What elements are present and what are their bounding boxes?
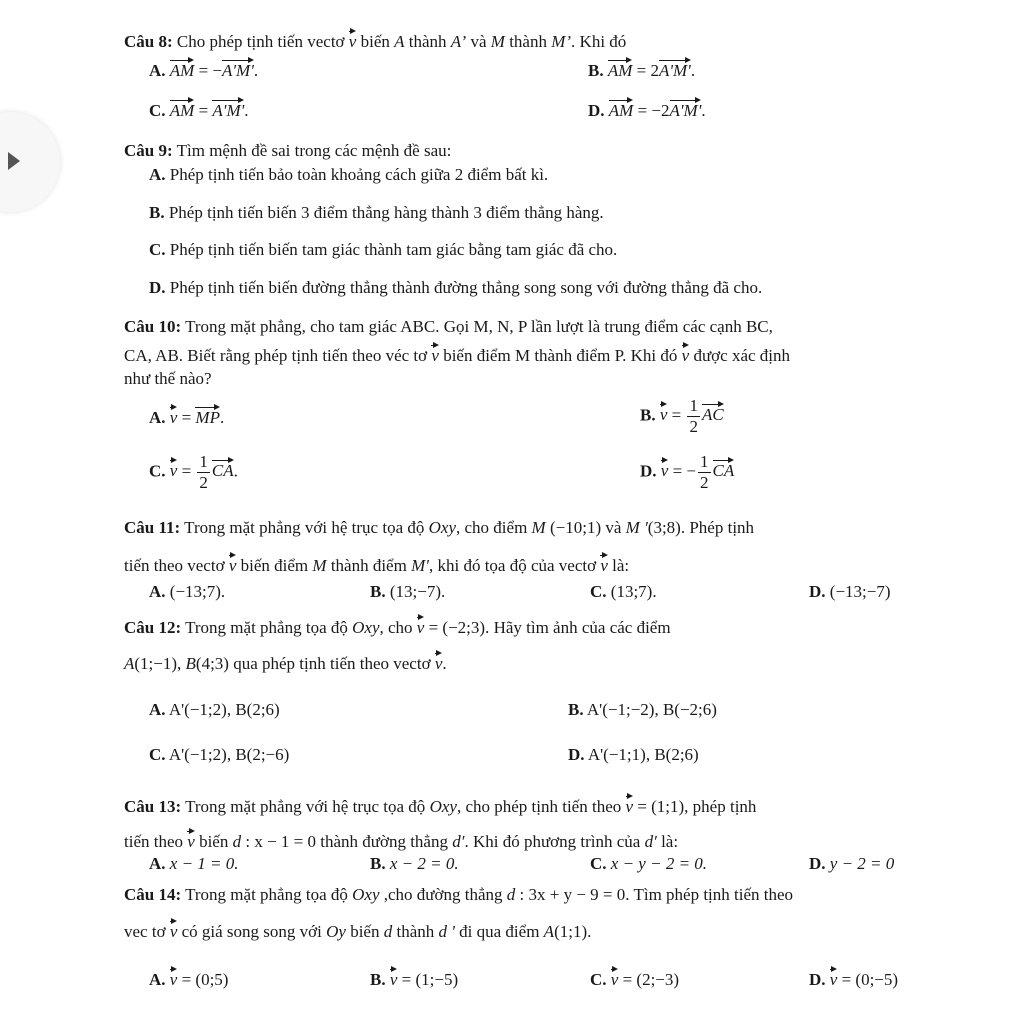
question-10-stem-line-1: Câu 10: Trong mặt phẳng, cho tam giác ABC. Gọi M, N, P lần lượt là trung điểm các cạnh BC, [124, 317, 773, 336]
question-14-stem-line-2: vec tơ v có giá song song với Oy biến d thành d ' đi qua điểm A(1;1). [124, 919, 591, 943]
question-9-option-c[interactable]: C. Phép tịnh tiến biến tam giác thành tam giác bằng tam giác đã cho. [149, 240, 618, 259]
question-14-option-c[interactable]: C. v = (2;−3) [590, 967, 679, 991]
question-12-option-d[interactable]: D. A'(−1;1), B(2;6) [568, 745, 699, 764]
question-10-option-d[interactable]: D. v = − $\frac{1}{2}$ CA [640, 452, 735, 492]
question-8-option-c[interactable]: C. AM = A'M'. [149, 98, 249, 122]
question-11-option-c[interactable]: C. (13;7). [590, 582, 657, 601]
question-8-stem: Câu 8: Cho phép tịnh tiến vectơ v biến A thành A’ và M thành M’. Khi đó [124, 29, 626, 53]
question-13-option-a[interactable]: A. x − 1 = 0. [149, 854, 239, 873]
question-12-option-b[interactable]: B. A'(−1;−2), B(−2;6) [568, 700, 717, 719]
question-10-option-a[interactable]: A. v = MP. [149, 405, 224, 429]
question-14-option-b[interactable]: B. v = (1;−5) [370, 967, 458, 991]
question-13-option-d[interactable]: D. y − 2 = 0 [809, 854, 895, 873]
question-12-option-c[interactable]: C. A'(−1;2), B(2;−6) [149, 745, 290, 764]
question-8-option-d[interactable]: D. AM = −2A'M'. [588, 98, 706, 122]
question-13-stem-line-1: Câu 13: Trong mặt phẳng với hệ trục tọa độ Oxy, cho phép tịnh tiến theo v = (1;1), phép tịnh [124, 794, 756, 818]
question-8-option-a[interactable]: A. AM = −A'M'. [149, 58, 258, 82]
question-10-option-b[interactable]: B. v = $\frac{1}{2}$ AC [640, 396, 724, 436]
question-11-option-d[interactable]: D. (−13;−7) [809, 582, 891, 601]
question-12-option-a[interactable]: A. A'(−1;2), B(2;6) [149, 700, 280, 719]
question-11-stem-line-1: Câu 11: Trong mặt phẳng với hệ trục tọa độ Oxy, cho điểm M (−10;1) và M ′(3;8). Phép tịnh [124, 518, 755, 537]
question-13-stem-line-2: tiến theo v biến d : x − 1 = 0 thành đường thẳng d′. Khi đó phương trình của d′ là: [124, 829, 678, 853]
play-icon[interactable] [8, 152, 20, 170]
question-12-stem-line-2: A(1;−1), B(4;3) qua phép tịnh tiến theo vectơ v. [124, 651, 447, 675]
question-14-option-d[interactable]: D. v = (0;−5) [809, 967, 898, 991]
question-9-option-b[interactable]: B. Phép tịnh tiến biến 3 điểm thẳng hàng thành 3 điểm thẳng hàng. [149, 203, 604, 222]
question-10-option-c[interactable]: C. v = $\frac{1}{2}$ CA. [149, 452, 238, 492]
question-14-option-a[interactable]: A. v = (0;5) [149, 967, 228, 991]
question-11-stem-line-2: tiến theo vectơ v biến điểm M thành điểm M′, khi đó tọa độ của vectơ v là: [124, 553, 629, 577]
question-11-option-a[interactable]: A. (−13;7). [149, 582, 226, 601]
question-8-option-b[interactable]: B. AM = 2A'M'. [588, 58, 695, 82]
question-9-option-a[interactable]: A. Phép tịnh tiến bảo toàn khoảng cách giữa 2 điểm bất kì. [149, 165, 549, 184]
question-9-option-d[interactable]: D. Phép tịnh tiến biến đường thẳng thành đường thẳng song song với đường thẳng đã cho. [149, 278, 763, 297]
question-10-stem-line-2: CA, AB. Biết rằng phép tịnh tiến theo véc tơ v biến điểm M thành điểm P. Khi đó v được xác định [124, 343, 790, 367]
question-11-option-b[interactable]: B. (13;−7). [370, 582, 446, 601]
question-9-stem: Câu 9: Tìm mệnh đề sai trong các mệnh đề sau: [124, 141, 452, 160]
question-13-option-c[interactable]: C. x − y − 2 = 0. [590, 854, 708, 873]
question-10-stem-line-3: như thế nào? [124, 369, 212, 388]
question-13-option-b[interactable]: B. x − 2 = 0. [370, 854, 459, 873]
question-12-stem-line-1: Câu 12: Trong mặt phẳng tọa độ Oxy, cho v = (−2;3). Hãy tìm ảnh của các điểm [124, 615, 671, 639]
question-14-stem-line-1: Câu 14: Trong mặt phẳng tọa độ Oxy ,cho đường thẳng d : 3x + y − 9 = 0. Tìm phép tịnh tiến theo [124, 885, 794, 904]
